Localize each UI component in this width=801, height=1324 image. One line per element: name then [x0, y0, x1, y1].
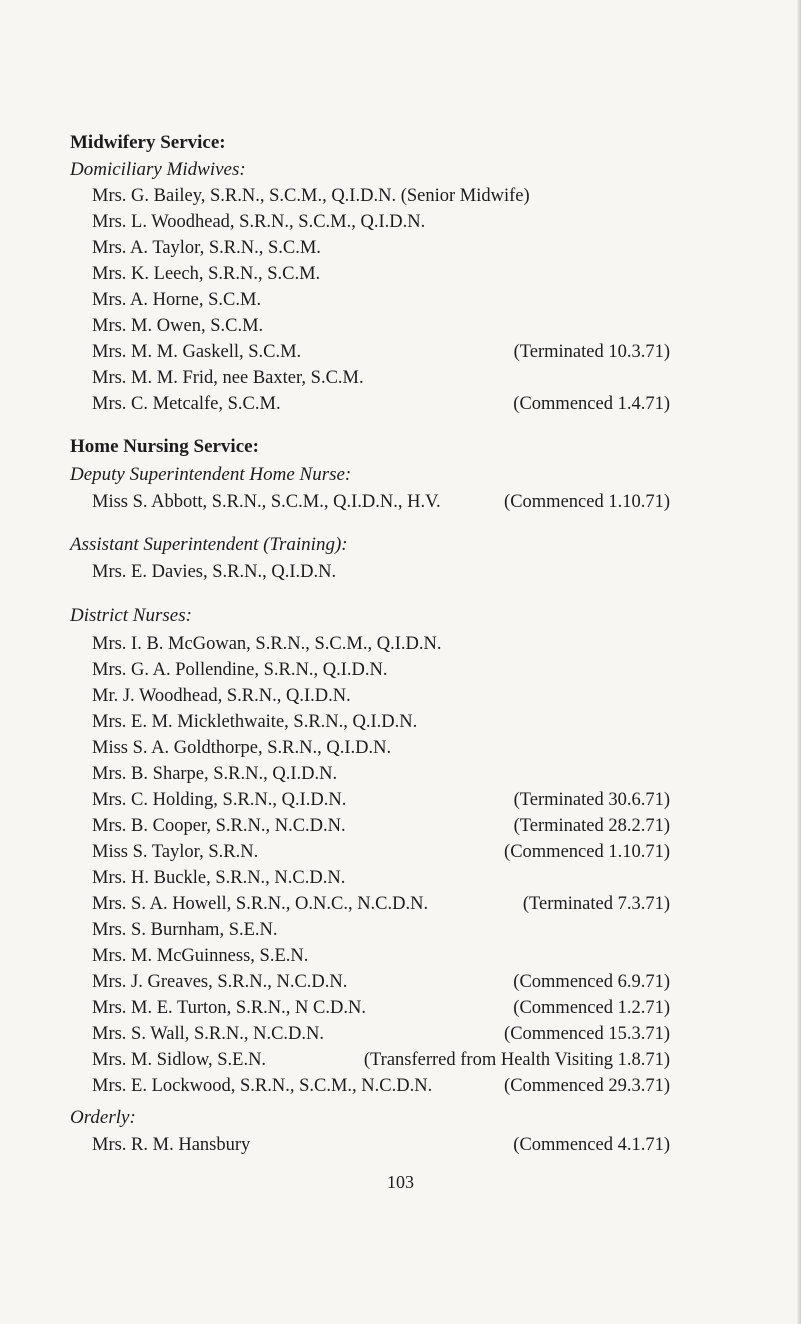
entry-name: Mrs. M. Sidlow, S.E.N. — [92, 1050, 267, 1070]
list-item — [92, 392, 670, 416]
entry-note: (Commenced 6.9.71) — [513, 972, 670, 992]
entry-name: Mrs. S. Burnham, S.E.N. — [92, 920, 278, 940]
entry-name: Mrs. R. M. Hansbury — [92, 1135, 251, 1155]
list-item — [92, 684, 670, 708]
entry-name: Miss S. Taylor, S.R.N. — [92, 842, 259, 862]
entry-name: Mrs. K. Leech, S.R.N., S.C.M. — [92, 264, 321, 284]
entry-name: Mrs. B. Cooper, S.R.N., N.C.D.N. — [92, 816, 346, 836]
entry-name: Mrs. G. A. Pollendine, S.R.N., Q.I.D.N. — [92, 660, 388, 680]
entry-name: Mrs. A. Horne, S.C.M. — [92, 290, 262, 310]
list-item — [92, 340, 670, 364]
entry-note: (Commenced 15.3.71) — [504, 1024, 670, 1044]
list-item — [92, 1133, 670, 1157]
list-item — [92, 710, 670, 734]
section-title-midwifery: Midwifery Service: — [70, 132, 226, 153]
entry-note: (Commenced 1.2.71) — [513, 998, 670, 1018]
list-item — [92, 762, 670, 786]
entry-name: Mr. J. Woodhead, S.R.N., Q.I.D.N. — [92, 686, 351, 706]
entry-note: (Commenced 29.3.71) — [504, 1076, 670, 1096]
list-item — [92, 366, 670, 390]
entry-note: (Terminated 10.3.71) — [513, 342, 670, 362]
entry-note: (Commenced 4.1.71) — [513, 1135, 670, 1155]
list-item — [92, 788, 670, 812]
entry-name: Mrs. I. B. McGowan, S.R.N., S.C.M., Q.I.D.N. — [92, 634, 442, 654]
entry-note: (Commenced 1.4.71) — [513, 394, 670, 414]
entry-name: Mrs. J. Greaves, S.R.N., N.C.D.N. — [92, 972, 348, 992]
list-item — [92, 944, 670, 968]
list-item — [92, 866, 670, 890]
list-item — [92, 970, 670, 994]
list-item — [92, 814, 670, 838]
list-item — [92, 236, 670, 260]
entry-name: Mrs. C. Holding, S.R.N., Q.I.D.N. — [92, 790, 347, 810]
entry-note: (Terminated 28.2.71) — [513, 816, 670, 836]
page-edge — [797, 0, 801, 1324]
list-item — [92, 314, 670, 338]
entry-name: Miss S. Abbott, S.R.N., S.C.M., Q.I.D.N., H.V. — [92, 492, 441, 512]
list-item — [92, 658, 670, 682]
entry-name: Mrs. E. M. Micklethwaite, S.R.N., Q.I.D.N. — [92, 712, 418, 732]
entry-name: Mrs. B. Sharpe, S.R.N., Q.I.D.N. — [92, 764, 338, 784]
entry-name: Mrs. E. Davies, S.R.N., Q.I.D.N. — [92, 562, 337, 582]
entry-note: (Terminated 7.3.71) — [522, 894, 670, 914]
list-item — [92, 996, 670, 1020]
entry-name: Mrs. H. Buckle, S.R.N., N.C.D.N. — [92, 868, 346, 888]
list-item — [92, 288, 670, 312]
list-item — [92, 1074, 670, 1098]
list-item — [92, 840, 670, 864]
list-item — [92, 632, 670, 656]
entry-name: Mrs. A. Taylor, S.R.N., S.C.M. — [92, 238, 321, 258]
subtitle-deputy-superintendent: Deputy Superintendent Home Nurse: — [70, 464, 352, 485]
list-item — [92, 1022, 670, 1046]
page-number: 103 — [387, 1172, 414, 1192]
entry-name: Mrs. S. A. Howell, S.R.N., O.N.C., N.C.D.N. — [92, 894, 429, 914]
entry-name: Mrs. C. Metcalfe, S.C.M. — [92, 394, 281, 414]
list-item — [92, 560, 670, 584]
subtitle-domiciliary-midwives: Domiciliary Midwives: — [70, 159, 246, 180]
subtitle-assistant-superintendent: Assistant Superintendent (Training): — [70, 534, 348, 555]
entry-name: Miss S. A. Goldthorpe, S.R.N., Q.I.D.N. — [92, 738, 392, 758]
entry-name: Mrs. M. M. Gaskell, S.C.M. — [92, 342, 302, 362]
subtitle-district-nurses: District Nurses: — [70, 605, 192, 626]
section-title-home-nursing: Home Nursing Service: — [70, 436, 259, 457]
list-item — [92, 918, 670, 942]
entry-name: Mrs. L. Woodhead, S.R.N., S.C.M., Q.I.D.N. — [92, 212, 426, 232]
entry-name: Mrs. M. McGuinness, S.E.N. — [92, 946, 309, 966]
entry-note: (Transferred from Health Visiting 1.8.71) — [363, 1050, 670, 1070]
entry-name: Mrs. M. E. Turton, S.R.N., N C.D.N. — [92, 998, 366, 1018]
entry-name: Mrs. G. Bailey, S.R.N., S.C.M., Q.I.D.N. (Senior Midwife) — [92, 186, 530, 206]
list-item — [92, 1048, 670, 1072]
entry-name: Mrs. E. Lockwood, S.R.N., S.C.M., N.C.D.N. — [92, 1076, 433, 1096]
entry-name: Mrs. S. Wall, S.R.N., N.C.D.N. — [92, 1024, 325, 1044]
entry-name: Mrs. M. Owen, S.C.M. — [92, 316, 264, 336]
entry-name: Mrs. M. M. Frid, nee Baxter, S.C.M. — [92, 368, 364, 388]
subtitle-orderly: Orderly: — [70, 1107, 136, 1128]
list-item — [92, 184, 670, 208]
list-item — [92, 892, 670, 916]
list-item — [92, 262, 670, 286]
entry-note: (Terminated 30.6.71) — [513, 790, 670, 810]
list-item — [92, 490, 670, 514]
entry-note: (Commenced 1.10.71) — [504, 842, 670, 862]
entry-note: (Commenced 1.10.71) — [504, 492, 670, 512]
list-item — [92, 210, 670, 234]
list-item — [92, 736, 670, 760]
